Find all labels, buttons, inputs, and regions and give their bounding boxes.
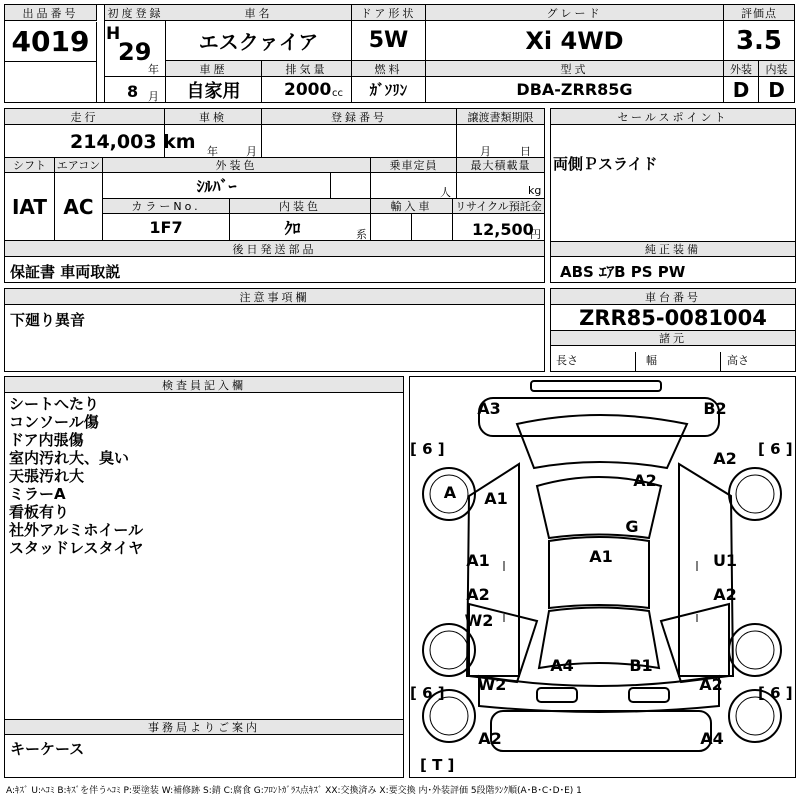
registration-era: H <box>106 24 121 44</box>
notes-label: 注意事項欄 <box>5 289 544 305</box>
recycle-value: 12,500 <box>472 220 534 239</box>
recycle-unit: 円 <box>530 228 541 241</box>
car-diagram <box>409 376 796 778</box>
mark-a1-roof: A1 <box>589 547 613 566</box>
mark-a2-tr: A2 <box>713 449 737 468</box>
ext-color-extra <box>331 173 371 199</box>
ext-color-value: ｼﾙﾊﾞｰ <box>103 173 331 199</box>
exterior-score: D <box>724 77 759 102</box>
ac-value: AC <box>55 173 103 241</box>
fuel-value: ｶﾞｿﾘﾝ <box>352 77 426 102</box>
mark-b2: B2 <box>703 399 727 418</box>
tread-rr: [ 6 ] <box>758 684 793 702</box>
registration-month: 8 <box>127 82 139 101</box>
mark-a2-hood: A2 <box>633 471 657 490</box>
int-color-value: ｸﾛ <box>230 214 355 241</box>
mark-w2-l: W2 <box>464 611 494 630</box>
model-label: 型式 <box>426 61 724 77</box>
mark-a1-ld: A1 <box>466 551 490 570</box>
mileage-unit: km <box>163 131 196 153</box>
mark-a2-rq: A2 <box>699 675 723 694</box>
displacement-value: 2000 <box>284 80 332 100</box>
ext-color-label: 外装色 <box>103 158 371 173</box>
inspector-text: シートへたり コンソール傷 ドア内張傷 室内汚れ大、臭い 天張汚れ大 ミラーA 看板有り 社外アルミホイール スタッドレスタイヤ <box>9 395 144 557</box>
chassis-label: 車台番号 <box>551 289 795 305</box>
mark-w2-lq: W2 <box>477 675 507 694</box>
history-label: 車歴 <box>166 61 262 77</box>
displacement-unit: cc <box>332 88 343 99</box>
transfer-month-unit: 月 <box>480 145 491 158</box>
mark-a2-rb: A2 <box>478 729 502 748</box>
width-label: 幅 <box>646 352 721 371</box>
car-name: エスクァイア <box>166 21 352 61</box>
fuel-label: 燃料 <box>352 61 426 77</box>
shift-label: シフト <box>5 158 55 173</box>
model-value: DBA-ZRR85G <box>426 77 724 102</box>
mark-a: A <box>443 483 457 502</box>
mark-a2-rr: A2 <box>713 585 737 604</box>
load-unit: kg <box>528 184 542 197</box>
sales-text: 両側Ｐスライド <box>553 155 658 173</box>
exterior-label: 外装 <box>724 61 759 77</box>
score-value: 3.5 <box>724 21 794 61</box>
registration-year-unit: 年 <box>148 63 159 76</box>
height-label: 高さ <box>727 354 749 367</box>
recycle-label: リサイクル預託金 <box>453 199 544 214</box>
ac-label: エアコン <box>55 158 103 173</box>
history-value: 自家用 <box>166 77 262 102</box>
color-code-value: 1F7 <box>103 214 230 241</box>
registration-divider <box>104 76 166 77</box>
tread-fr: [ 6 ] <box>758 440 793 458</box>
mark-a3: A3 <box>477 399 501 418</box>
inspection-month-unit: 月 <box>246 145 257 158</box>
mileage-number: 214,003 <box>70 131 157 153</box>
mark-u1: U1 <box>712 551 738 570</box>
mileage-label: 走行 <box>5 109 165 125</box>
chassis-number: ZRR85-0081004 <box>551 305 795 331</box>
shift-value: IAT <box>5 173 55 241</box>
int-color-cell <box>355 214 371 241</box>
capacity-unit: 人 <box>440 186 451 199</box>
import-label: 輸入車 <box>371 199 453 214</box>
dims-label: 諸元 <box>551 331 795 346</box>
later-parts-text: 保証書 車両取説 <box>10 263 121 281</box>
mark-b1: B1 <box>629 656 653 675</box>
interior-score: D <box>768 77 785 102</box>
length-label: 長さ <box>556 352 636 371</box>
factory-text: ABS ｴｱB PS PW <box>560 263 686 281</box>
grade-value: Xi 4WD <box>426 21 724 61</box>
interior-label: 内装 <box>759 61 794 77</box>
import-box-a <box>371 214 412 241</box>
legend: A:ｷｽﾞ U:ﾍｺﾐ B:ｷｽﾞを伴うﾍｺﾐ P:要塗装 W:補修跡 S:錆 C:腐食 G:ﾌﾛﾝﾄｶﾞﾗｽ点ｷｽﾞ XX:交換済み X:要交換 内･外装評価 5段階ﾗﾝｸ順(A･B･C･D･E) 1 <box>6 786 582 796</box>
int-color-label: 内装色 <box>230 199 371 214</box>
transfer-day-unit: 日 <box>520 145 531 158</box>
int-color-unit: 系 <box>356 228 367 241</box>
door-value: 5W <box>352 21 426 61</box>
lot-label: 出品番号 <box>5 5 97 21</box>
import-box-b <box>412 214 453 241</box>
plate-box <box>262 125 457 158</box>
registration-month-unit: 月 <box>148 90 159 103</box>
lot-blank <box>5 62 97 102</box>
inspection-year-unit: 年 <box>207 145 218 158</box>
lot-number: 4019 <box>5 22 97 62</box>
tread-fl: [ 6 ] <box>410 440 445 458</box>
office-text: キーケース <box>10 740 85 758</box>
inspection-label: 車検 <box>165 109 262 125</box>
tread-spare: [ T ] <box>420 756 455 774</box>
color-code-label: カラーNo. <box>103 199 230 214</box>
mark-a1-fl: A1 <box>484 489 508 508</box>
mark-g: G <box>625 517 639 536</box>
plate-label: 登録番号 <box>262 109 457 125</box>
score-label: 評価点 <box>724 5 794 21</box>
load-label: 最大積載量 <box>457 158 544 173</box>
capacity-label: 乗車定員 <box>371 158 457 173</box>
later-parts-label: 後日発送部品 <box>5 241 544 257</box>
inspector-label: 検査員記入欄 <box>5 377 403 393</box>
grade-label: グレード <box>426 5 724 21</box>
mark-a2-lr: A2 <box>466 585 490 604</box>
tread-rl: [ 6 ] <box>410 684 445 702</box>
mark-a4-trunk: A4 <box>550 656 574 675</box>
office-label: 事務局よりご案内 <box>5 719 403 735</box>
car-name-label: 車名 <box>166 5 352 21</box>
transfer-label: 譲渡書類期限 <box>457 109 544 125</box>
displacement-label: 排気量 <box>262 61 352 77</box>
registration-year: 29 <box>118 38 152 66</box>
door-label: ドア形状 <box>352 5 426 21</box>
factory-label: 純正装備 <box>551 241 795 257</box>
notes-text: 下廻り異音 <box>10 311 86 329</box>
registration-label: 初度登録 <box>104 5 166 21</box>
sales-label: セールスポイント <box>551 109 795 125</box>
mark-a4-rb: A4 <box>700 729 724 748</box>
